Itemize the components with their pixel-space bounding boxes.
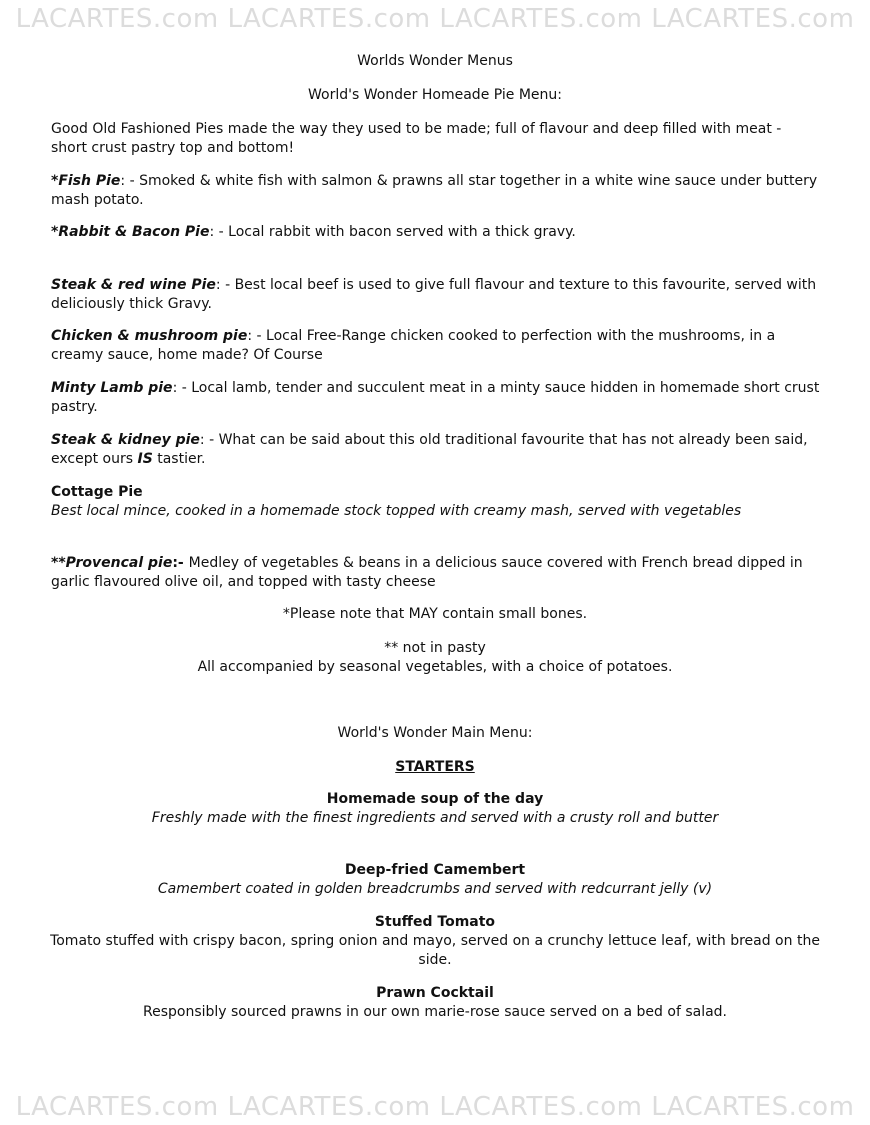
starters-heading-text: STARTERS [395,759,475,775]
watermark-top: LACARTES.com LACARTES.com LACARTES.com LACARTES.com [15,4,855,34]
pie-desc: Local lamb, tender and succulent meat in a minty sauce hidden in homemade short crust pastry. [51,380,820,415]
cottage-name: Cottage Pie [51,484,143,500]
pie-desc: Medley of vegetables & beans in a delicious sauce covered with French bread dipped in garlic flavoured olive oil, and topped with tasty cheese [51,555,803,590]
pasty-text: not in pasty [398,640,486,656]
pie-desc: Local rabbit with bacon served with a thick gravy. [228,224,576,240]
pie-name: *Rabbit & Bacon Pie [51,224,210,240]
starter-desc: Freshly made with the finest ingredients and served with a crusty roll and butter [151,810,719,826]
pie-menu-title: World's Wonder Homeade Pie Menu: [308,87,562,103]
note-bones: *Please note that MAY contain small bones. [282,606,588,622]
pie-sep: : - [120,173,140,189]
starter-name: Homemade soup of the day [326,791,544,807]
pie-item-rabbit [51,223,821,242]
note-accompanied: All accompanied by seasonal vegetables, with a choice of potatoes. [197,659,673,675]
main-menu-title: World's Wonder Main Menu: [337,725,533,741]
cottage-pie-desc: Best local mince, cooked in a homemade stock topped with creamy mash, served with vegetables [51,503,742,519]
pie-desc: What can be said about this old traditional favourite that has not already been said, except ours [51,432,808,467]
pie-desc-end: tastier. [152,451,206,467]
pie-sep: : - [199,432,219,448]
pie-name: Steak & red wine Pie [51,277,216,293]
starters-heading [0,758,870,777]
starter-name: Deep-fried Camembert [344,862,526,878]
watermark-bottom: LACARTES.com LACARTES.com LACARTES.com LACARTES.com [15,1092,855,1122]
pie-name: *Fish Pie [51,173,121,189]
pie-desc: Local Free-Range chicken cooked to perfection with the mushrooms, in a creamy sauce, home made? Of Course [51,328,776,363]
starter-desc: Camembert coated in golden breadcrumbs and served with redcurrant jelly (v) [157,881,713,897]
starter-name: Prawn Cocktail [376,985,494,1001]
pie-name: Minty Lamb pie [51,380,173,396]
pie-item-minty-lamb [51,379,821,417]
pie-sep: :- [172,555,189,571]
starter-desc: Tomato stuffed with crispy bacon, spring onion and mayo, served on a crunchy lettuce leaf, with bread on the side. [50,933,820,968]
starter-desc: Responsibly sourced prawns in our own marie-rose sauce served on a bed of salad. [142,1004,728,1020]
pie-desc: Smoked & white fish with salmon & prawns all star together in a white wine sauce under buttery mash potato. [51,173,818,208]
pie-item-fish [51,172,821,210]
pie-item-chicken [51,327,821,365]
pie-name: **Provencal pie [51,555,173,571]
cottage-pie-name [51,483,821,502]
pie-item-steak-kidney [51,431,821,469]
pasty-mark: ** [384,640,399,656]
pie-name: Steak & kidney pie [51,432,200,448]
pie-item-provencal [51,554,821,592]
pie-desc: Best local beef is used to give full flavour and texture to this favourite, served with deliciously thick Gravy. [51,277,817,312]
pie-sep: : - [215,277,235,293]
pie-sep: : - [247,328,267,344]
emphasis-is: IS [137,451,153,467]
note-pasty [0,639,870,658]
pie-sep: : - [209,224,229,240]
pie-name: Chicken & mushroom pie [51,328,248,344]
pie-sep: : - [172,380,192,396]
header-title: Worlds Wonder Menus [357,53,513,69]
starter-name: Stuffed Tomato [374,914,496,930]
pie-item-steak-red-wine [51,276,821,314]
pie-intro: Good Old Fashioned Pies made the way they used to be made; full of flavour and deep filled with meat - short crust pastry top and bottom! [51,121,782,156]
